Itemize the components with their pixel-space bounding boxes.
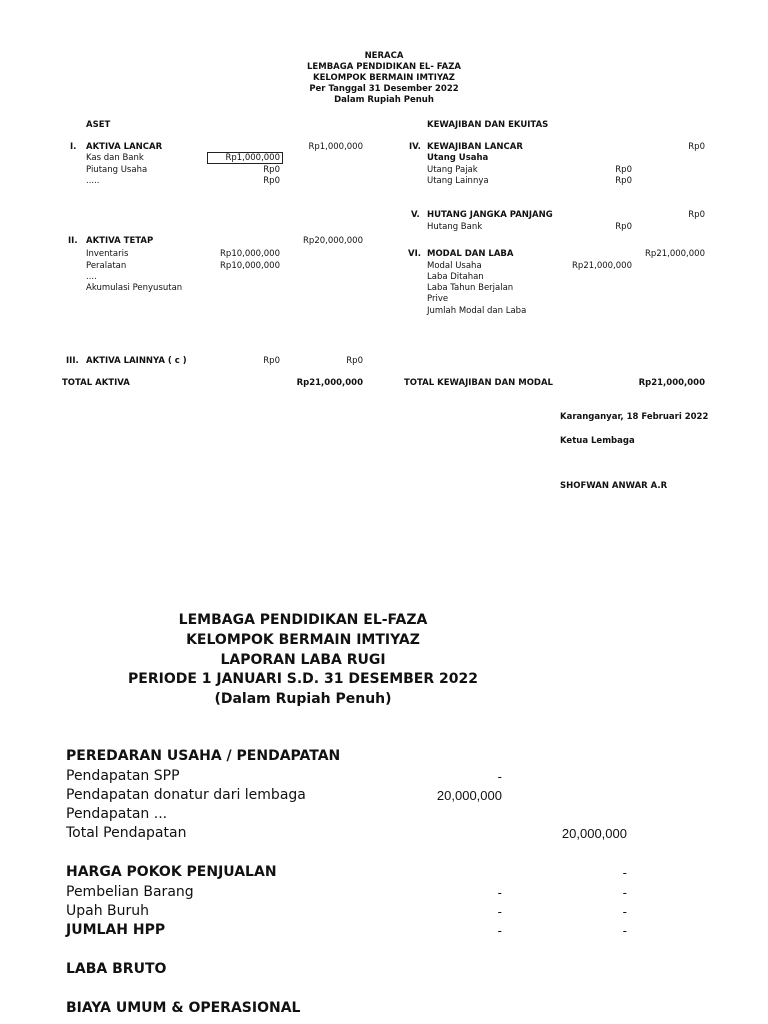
item-value: Rp0 [263, 356, 280, 366]
item-label: Modal Usaha [427, 261, 482, 271]
row-total: - [622, 923, 627, 938]
row-label: Pendapatan donatur dari lembaga [66, 787, 306, 803]
item-value: Rp0 [263, 165, 280, 175]
item-label: Hutang Bank [427, 222, 483, 232]
signature-role: Ketua Lembaga [560, 436, 635, 446]
item-label: Laba Tahun Berjalan [427, 283, 514, 293]
row-value: - [497, 769, 502, 784]
kewajiban-header: KEWAJIBAN DAN EKUITAS [427, 120, 549, 130]
jumlah-hpp-label: JUMLAH HPP [66, 922, 166, 938]
kewajiban-lancar-total: Rp0 [688, 142, 705, 152]
hutang-panjang-total: Rp0 [688, 210, 705, 220]
total-kewajiban-value: Rp21,000,000 [638, 378, 705, 388]
modal-total: Rp21,000,000 [645, 249, 705, 259]
row-value: - [497, 904, 502, 919]
row-value: - [497, 885, 502, 900]
total-aktiva-label: TOTAL AKTIVA [62, 378, 130, 388]
item-value: Rp10,000,000 [220, 261, 280, 271]
modal-label: MODAL DAN LABA [427, 249, 514, 259]
kewajiban-lancar-label: KEWAJIBAN LANCAR [427, 142, 523, 152]
item-value: Rp0 [615, 176, 632, 186]
item-value: Rp0 [615, 165, 632, 175]
laba-rugi-title-line: KELOMPOK BERMAIN IMTIYAZ [186, 632, 420, 648]
row-total: - [622, 904, 627, 919]
aktiva-lancar-total: Rp1,000,000 [308, 142, 363, 152]
laba-rugi-title-line: LEMBAGA PENDIDIKAN EL-FAZA [178, 612, 428, 628]
aktiva-tetap-label: AKTIVA TETAP [86, 236, 154, 246]
selected-cell[interactable]: Rp1,000,000 [207, 152, 283, 164]
pendapatan-header: PEREDARAN USAHA / PENDAPATAN [66, 748, 341, 764]
biaya-header: BIAYA UMUM & OPERASIONAL [66, 1000, 301, 1016]
section-number: III. [66, 356, 79, 366]
neraca-title-line: Dalam Rupiah Penuh [334, 95, 434, 105]
total-aktiva-value: Rp21,000,000 [296, 378, 363, 388]
item-label: Utang Lainnya [427, 176, 489, 186]
laba-bruto-label: LABA BRUTO [66, 961, 167, 977]
section-number: IV. [409, 142, 421, 152]
item-label: ..... [86, 176, 100, 186]
row-value: - [497, 923, 502, 938]
signature-date: Karanganyar, 18 Februari 2022 [560, 412, 709, 422]
item-label: Peralatan [86, 261, 127, 271]
hpp-header: HARGA POKOK PENJUALAN [66, 864, 277, 880]
item-value: Rp10,000,000 [220, 249, 280, 259]
neraca-title-line: Per Tanggal 31 Desember 2022 [309, 84, 459, 94]
item-label: Inventaris [86, 249, 129, 259]
item-label: Jumlah Modal dan Laba [427, 306, 527, 316]
row-total: - [622, 865, 627, 880]
aktiva-lainnya-label: AKTIVA LAINNYA ( c ) [86, 356, 187, 366]
item-value: Rp0 [263, 176, 280, 186]
laba-rugi-title-line: PERIODE 1 JANUARI S.D. 31 DESEMBER 2022 [128, 671, 478, 687]
item-label: Piutang Usaha [86, 165, 148, 175]
item-label: Laba Ditahan [427, 272, 484, 282]
aktiva-tetap-total: Rp20,000,000 [303, 236, 363, 246]
hutang-panjang-label: HUTANG JANGKA PANJANG [427, 210, 553, 220]
neraca-title-line: KELOMPOK BERMAIN IMTIYAZ [313, 73, 455, 83]
item-label: Akumulasi Penyusutan [86, 283, 183, 293]
aktiva-lancar-label: AKTIVA LANCAR [86, 142, 163, 152]
section-number: II. [68, 236, 78, 246]
section-number: I. [70, 142, 77, 152]
laba-rugi-title-line: (Dalam Rupiah Penuh) [214, 691, 392, 707]
row-label: Total Pendapatan [66, 825, 187, 841]
neraca-title-line: NERACA [364, 51, 404, 61]
item-label: .... [86, 272, 97, 282]
row-label: Pendapatan ... [66, 806, 168, 822]
section-number: VI. [408, 249, 421, 259]
item-value: Rp21,000,000 [572, 261, 632, 271]
aset-header: ASET [86, 120, 111, 130]
item-value: Rp0 [615, 222, 632, 232]
item-label: Prive [427, 294, 449, 304]
signature-name: SHOFWAN ANWAR A.R [560, 481, 668, 491]
row-label: Upah Buruh [66, 903, 150, 919]
item-label: Utang Pajak [427, 165, 478, 175]
item-label: Kas dan Bank [86, 153, 144, 163]
section-number: V. [411, 210, 420, 220]
total-kewajiban-label: TOTAL KEWAJIBAN DAN MODAL [404, 378, 553, 388]
neraca-title-line: LEMBAGA PENDIDIKAN EL- FAZA [307, 62, 461, 72]
aktiva-lainnya-total: Rp0 [346, 356, 363, 366]
row-total: - [622, 885, 627, 900]
row-total: 20,000,000 [561, 826, 627, 841]
utang-usaha-label: Utang Usaha [427, 153, 489, 163]
row-label: Pembelian Barang [66, 884, 194, 900]
row-label: Pendapatan SPP [66, 768, 180, 784]
laba-rugi-title-line: LAPORAN LABA RUGI [220, 652, 386, 668]
row-value: 20,000,000 [436, 788, 502, 803]
